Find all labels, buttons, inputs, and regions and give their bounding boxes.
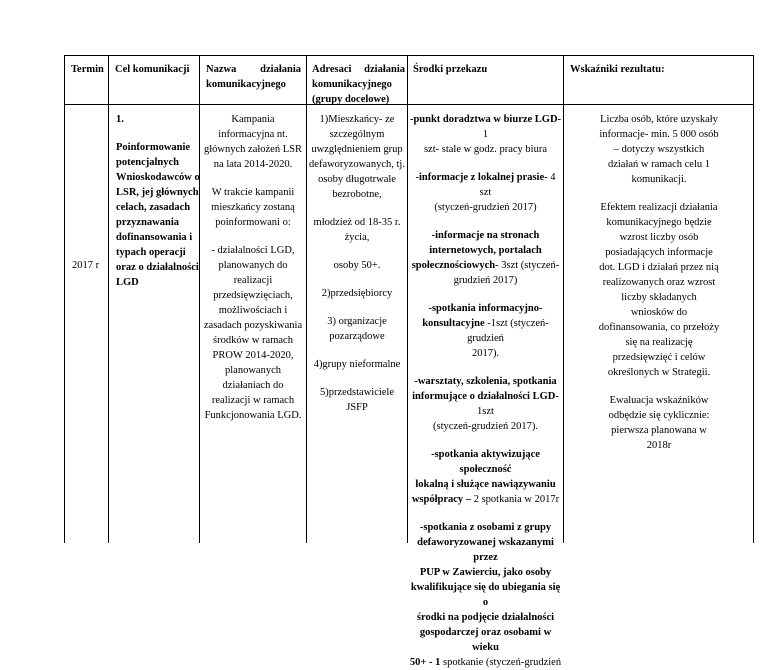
- nazwa-dzialania-cell: [201, 112, 305, 423]
- adresaci-line: młodzież od 18-35 r.: [313, 217, 401, 228]
- nazwa-line: poinformowani o:: [215, 217, 291, 228]
- adresaci-line: pozarządowe: [329, 331, 385, 342]
- column-border: [64, 55, 65, 543]
- adresaci-line: defaworyzowanych, tj.: [309, 159, 405, 170]
- adresaci-line: 4)grupy nieformalne: [313, 359, 401, 370]
- nazwa-line: mieszkańcy zostaną: [211, 202, 295, 213]
- cel-line: dofinansowania i: [116, 232, 193, 243]
- column-border: [108, 55, 109, 543]
- adresaci-line: 1)Mieszkańcy- ze: [319, 114, 395, 125]
- adresaci-line: szczególnym: [329, 129, 385, 140]
- srodek-strony-internetowe: -informacje na stronach internetowych, portalach społecznościowych- 3szt (styczeń- grudzień 2017): [411, 230, 560, 286]
- nazwa-line: głównych założeń LSR: [204, 144, 302, 155]
- cel-line: celach, zasadach: [116, 202, 191, 213]
- nazwa-line: przedsięwzięciach,: [213, 290, 293, 301]
- nazwa-line: informacyjna nt.: [218, 129, 288, 140]
- header-nazwa-dzialania: [206, 62, 301, 92]
- adresaci-line: uwzględnieniem grup: [311, 144, 403, 155]
- header-row-border: [64, 104, 753, 105]
- header-nazwa-line2: komunikacyjnego: [206, 79, 286, 90]
- nazwa-line: - działalności LGD,: [211, 245, 295, 256]
- column-border: [306, 55, 307, 543]
- wskazniki-rezultatu-cell: [566, 112, 752, 453]
- wskaznik-efekt-realizacji: Efektem realizacji działania komunikacyjnego będzie wzrost liczby osób posiadających informacje dot. LGD i działań przez nią realizowanych oraz wzrost liczby składanych wniosków do dofinansowania, co przełoży się na realizację przedsięwzięć i celów określonych w Strategii.: [598, 202, 720, 378]
- nazwa-line: realizacji w ramach: [211, 395, 295, 406]
- cel-line: oraz o działalności: [116, 262, 199, 273]
- cel-line: LGD: [116, 277, 139, 288]
- cel-number: 1.: [116, 114, 124, 125]
- adresaci-line: JSFP: [346, 402, 368, 413]
- cel-line: typach operacji: [116, 247, 186, 258]
- nazwa-line: Kampania: [231, 114, 275, 125]
- adresaci-line: osoby 50+.: [333, 260, 381, 271]
- adresaci-cell: [308, 112, 406, 415]
- nazwa-line: planowanych do: [218, 260, 288, 271]
- header-wskazniki-rezultatu: Wskaźniki rezultatu:: [570, 64, 665, 75]
- column-border: [563, 55, 564, 543]
- nazwa-line: możliwościach i: [218, 305, 288, 316]
- cel-line: LSR, jej głównych: [116, 187, 199, 198]
- nazwa-line: środków w ramach: [213, 335, 293, 346]
- header-srodki-przekazu: Środki przekazu: [413, 64, 488, 75]
- nazwa-line: działaniach do: [222, 380, 284, 391]
- srodki-przekazu-cell: [409, 112, 562, 670]
- nazwa-line: na lata 2014-2020.: [213, 159, 293, 170]
- header-cel-komunikacji: Cel komunikacji: [115, 64, 190, 75]
- table-top-border: [64, 55, 753, 56]
- header-adresaci-line3: (grupy docelowe): [312, 94, 390, 105]
- srodek-spotkania-informacyjne: -spotkania informacyjno- konsultacyjne -1szt (styczeń-grudzień 2017).: [422, 303, 549, 359]
- wskaznik-ewaluacja: Ewaluacja wskaźników odbędzie się cyklicznie: pierwsza planowana w 2018r: [608, 395, 710, 451]
- adresaci-line: 3) organizacje: [327, 316, 387, 327]
- nazwa-line: W trakcie kampanii: [211, 187, 295, 198]
- cel-line: Poinformowanie: [116, 142, 191, 153]
- cel-komunikacji-cell: [116, 112, 201, 290]
- adresaci-line: życia,: [344, 232, 370, 243]
- wskaznik-liczba-osob: Liczba osób, które uzyskały informacje- min. 5 000 osób – dotyczy wszystkich działań w ramach celu 1 komunikacji.: [599, 114, 719, 185]
- srodek-spotkania-aktywizujace: -spotkania aktywizujące społeczność lokalną i służące nawiązywaniu współpracy – 2 spotkania w 2017r: [411, 449, 560, 505]
- nazwa-line: zasadach pozyskiwania: [203, 320, 303, 331]
- srodek-warsztaty-szkolenia: -warsztaty, szkolenia, spotkania informujące o działalności LGD- 1szt (styczeń-grudzień 2017).: [412, 376, 559, 432]
- adresaci-line: 5)przedstawiciele: [319, 387, 395, 398]
- column-border: [753, 55, 754, 543]
- termin-value: 2017 r: [72, 260, 100, 271]
- nazwa-line: Funkcjonowania LGD.: [204, 410, 302, 421]
- nazwa-line: planowanych: [225, 365, 281, 376]
- adresaci-line: bezrobotne,: [332, 189, 382, 200]
- column-border: [407, 55, 408, 543]
- srodek-lokalna-prasa: -informacje z lokalnej prasie- 4 szt (styczeń-grudzień 2017): [415, 172, 556, 213]
- header-adresaci: [312, 62, 405, 107]
- nazwa-line: realizacji: [233, 275, 273, 286]
- cel-line: przyznawania: [116, 217, 179, 228]
- srodek-punkt-doradztwa: -punkt doradztwa w biurze LGD- 1 szt- stale w godz. pracy biura: [409, 114, 562, 155]
- srodek-spotkania-grupa-defaworyzowana: -spotkania z osobami z grupy defaworyzowanej wskazanymi przez PUP w Zawierciu, jako osoby kwalifikujące się do ubiegania się o środki na podjęcie działalności gospodarczej oraz osobami w wieku 50+ - 1 spotkanie (styczeń-grudzień: [409, 522, 562, 668]
- nazwa-line: PROW 2014-2020,: [212, 350, 294, 361]
- adresaci-line: 2)przedsiębiorcy: [321, 288, 393, 299]
- cel-line: Wnioskodawców o: [116, 172, 200, 183]
- header-adresaci-line1: Adresaci działania: [312, 64, 405, 75]
- header-termin: Termin: [71, 64, 104, 75]
- adresaci-line: osoby długotrwale: [318, 174, 396, 185]
- cel-line: potencjalnych: [116, 157, 179, 168]
- header-adresaci-line2: komunikacyjnego: [312, 79, 392, 90]
- header-nazwa-line1: Nazwa działania: [206, 64, 301, 75]
